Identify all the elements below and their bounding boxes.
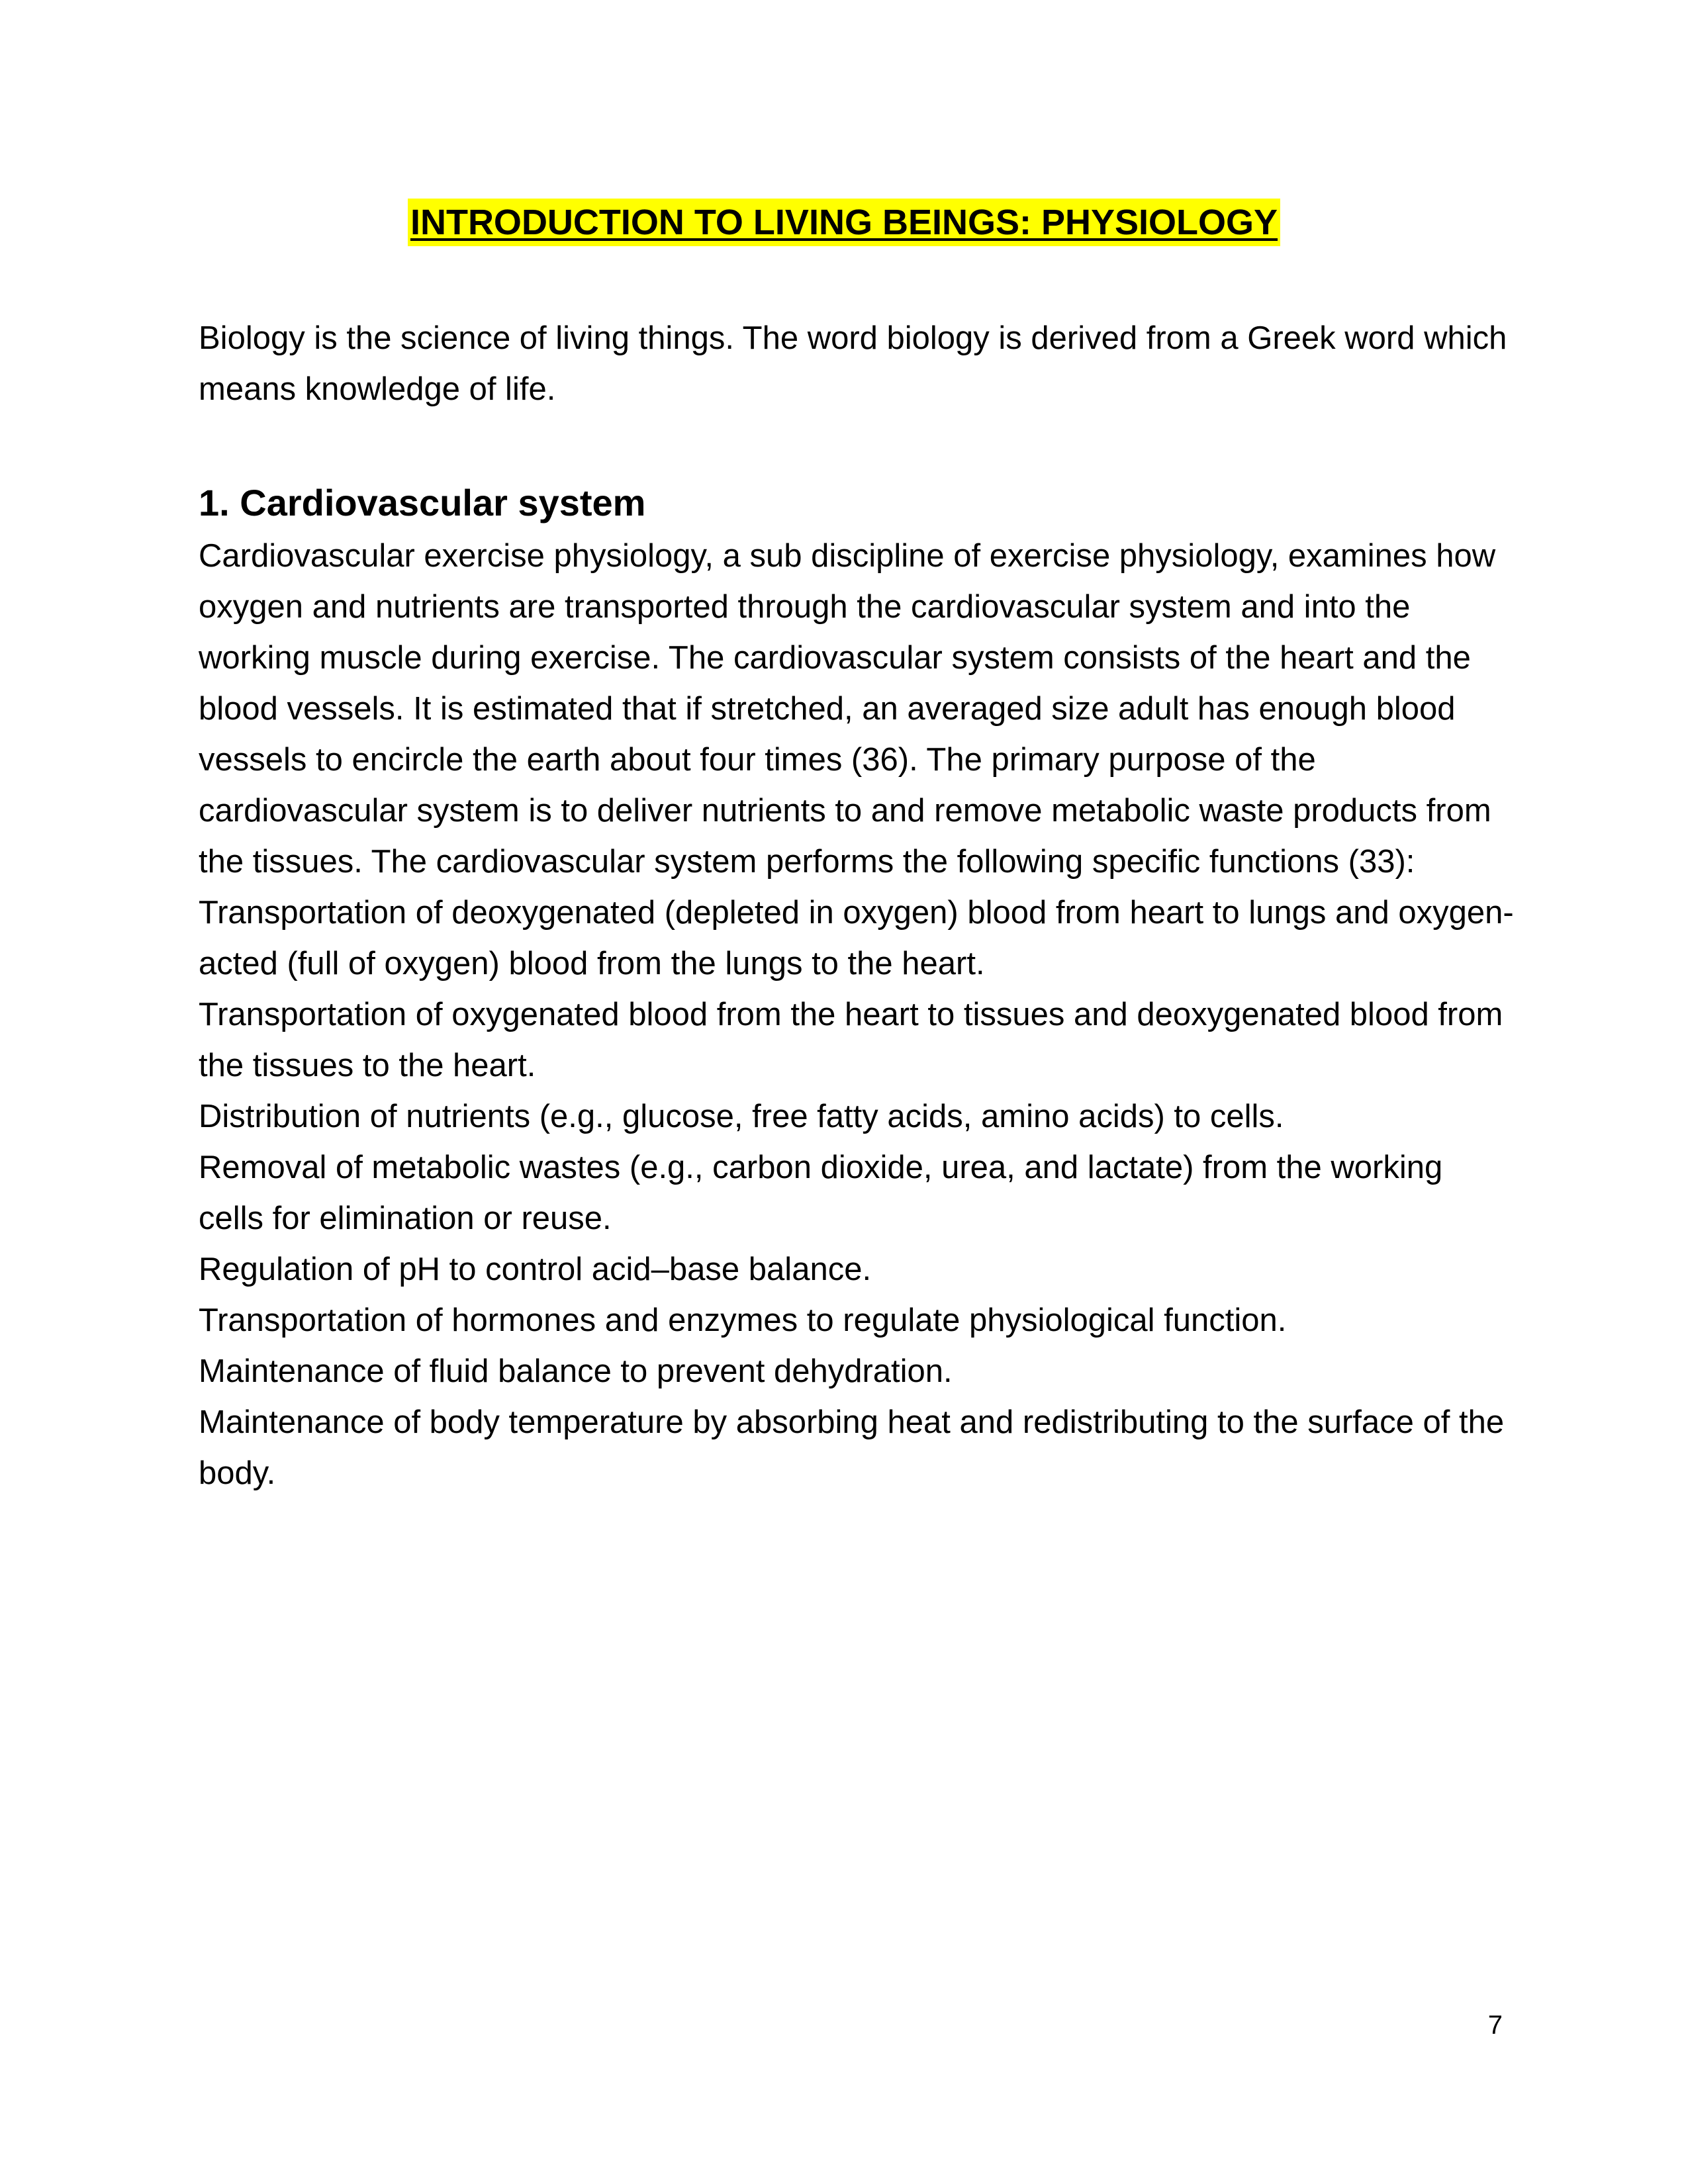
function-item: Transportation of deoxygenated (depleted in oxygen) blood from heart to lungs and oxygen- acted (full of oxygen) blood from the lungs to the heart.: [199, 895, 1514, 981]
section-heading: 1. Cardiovascular system: [199, 482, 646, 523]
function-item: Removal of metabolic wastes (e.g., carbon dioxide, urea, and lactate) from the working cells for elimination or reuse.: [199, 1150, 1443, 1236]
function-item: Regulation of pH to control acid–base balance.: [199, 1251, 872, 1287]
function-item: Maintenance of fluid balance to prevent dehydration.: [199, 1353, 953, 1389]
page-title: INTRODUCTION TO LIVING BEINGS: PHYSIOLOGY: [408, 199, 1280, 246]
function-item: Transportation of oxygenated blood from the heart to tissues and deoxygenated blood from the tissues to the heart.: [199, 997, 1503, 1083]
function-item: Transportation of hormones and enzymes to regulate physiological function.: [199, 1302, 1287, 1338]
page-number: 7: [1487, 2011, 1503, 2040]
function-item: Distribution of nutrients (e.g., glucose, free fatty acids, amino acids) to cells.: [199, 1099, 1284, 1134]
intro-block: [199, 313, 1516, 415]
page-title-container: [0, 199, 1688, 246]
function-item: Maintenance of body temperature by absorbing heat and redistributing to the surface of the body.: [199, 1404, 1505, 1491]
cardiovascular-section: [199, 475, 1516, 1499]
section-paragraph: Cardiovascular exercise physiology, a sub discipline of exercise physiology, examines how oxygen and nutrients are transported through the cardiovascular system and into the working muscle during exercise. The cardiovascular system consists of the heart and the blood vessels. It is estimated that if stretched, an averaged size adult has enough blood vessels to encircle the earth about four times (36). The primary purpose of the cardiovascular system is to deliver nutrients to and remove metabolic waste products from the tissues. The cardiovascular system performs the following specific functions (33):: [199, 538, 1496, 880]
intro-paragraph: Biology is the science of living things. The word biology is derived from a Greek word which means knowledge of life.: [199, 320, 1507, 407]
